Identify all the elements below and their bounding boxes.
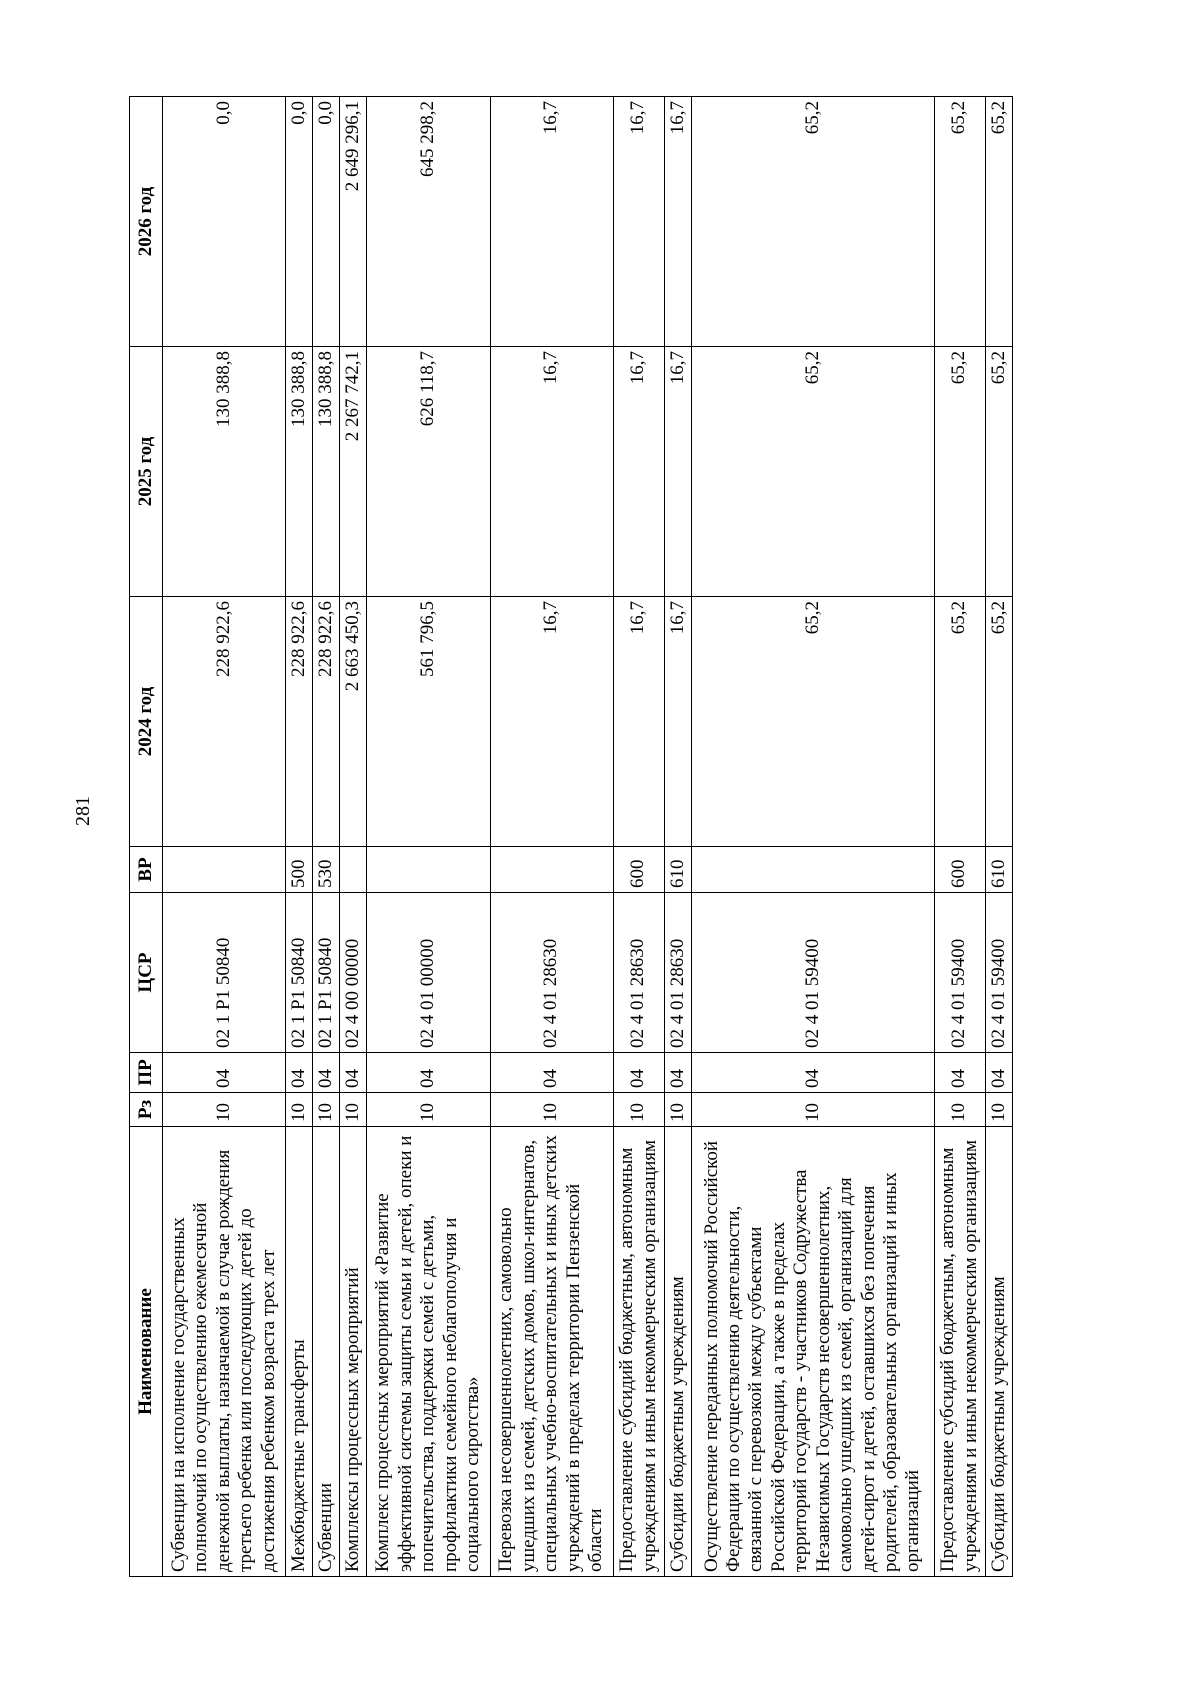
table-row [313, 97, 340, 1577]
table-row [664, 97, 691, 1577]
cell-vr: 600 [613, 847, 664, 893]
cell-pr: 04 [934, 1053, 985, 1093]
table-row [985, 97, 1012, 1577]
cell-name: Субвенции [313, 1127, 340, 1577]
header-csr: ЦСР [130, 893, 163, 1053]
table-row [340, 97, 367, 1577]
rotated-table-container [129, 97, 1013, 1577]
cell-2026: 2 649 296,1 [340, 97, 367, 347]
cell-name: Комплекс процессных мероприятий «Развитие эффективной системы защиты семьи и детей, опеки и попечительства, поддержки семей с детьми, профилактики семейного неблагополучия и социального сиротства» [367, 1127, 490, 1577]
header-vr: ВР [130, 847, 163, 893]
cell-vr: 500 [286, 847, 313, 893]
cell-2024: 228 922,6 [286, 597, 313, 847]
cell-rz: 10 [163, 1093, 286, 1127]
cell-name: Предоставление субсидий бюджетным, автономным учреждениям и иным некоммерческим организациям [613, 1127, 664, 1577]
cell-rz: 10 [934, 1093, 985, 1127]
cell-2026: 65,2 [691, 97, 934, 347]
cell-2024: 561 796,5 [367, 597, 490, 847]
cell-2025: 626 118,7 [367, 347, 490, 597]
cell-2024: 2 663 450,3 [340, 597, 367, 847]
cell-2025: 65,2 [985, 347, 1012, 597]
cell-name: Межбюджетные трансферты [286, 1127, 313, 1577]
header-name: Наименование [130, 1127, 163, 1577]
header-2025: 2025 год [130, 347, 163, 597]
table-row [613, 97, 664, 1577]
cell-2026: 0,0 [163, 97, 286, 347]
cell-pr: 04 [163, 1053, 286, 1093]
cell-2026: 65,2 [934, 97, 985, 347]
cell-2026: 65,2 [985, 97, 1012, 347]
cell-csr: 02 1 P1 50840 [286, 893, 313, 1053]
cell-csr: 02 4 01 59400 [934, 893, 985, 1053]
cell-csr: 02 4 00 00000 [340, 893, 367, 1053]
cell-vr [340, 847, 367, 893]
header-2026: 2026 год [130, 97, 163, 347]
cell-2025: 130 388,8 [313, 347, 340, 597]
cell-rz: 10 [367, 1093, 490, 1127]
cell-2026: 16,7 [490, 97, 613, 347]
cell-2025: 130 388,8 [286, 347, 313, 597]
cell-2025: 65,2 [934, 347, 985, 597]
cell-name: Перевозка несовершеннолетних, самовольно ушедших из семей, детских домов, школ-интернатов, специальных учебно-воспитательных и иных детских учреждений в пределах территории Пензенской области [490, 1127, 613, 1577]
cell-vr: 600 [934, 847, 985, 893]
cell-name: Комплексы процессных мероприятий [340, 1127, 367, 1577]
cell-2025: 16,7 [613, 347, 664, 597]
cell-pr: 04 [613, 1053, 664, 1093]
cell-2024: 228 922,6 [313, 597, 340, 847]
cell-name: Субсидии бюджетным учреждениям [985, 1127, 1012, 1577]
cell-rz: 10 [691, 1093, 934, 1127]
cell-2025: 130 388,8 [163, 347, 286, 597]
cell-rz: 10 [340, 1093, 367, 1127]
cell-rz: 10 [313, 1093, 340, 1127]
cell-rz: 10 [613, 1093, 664, 1127]
cell-2025: 16,7 [490, 347, 613, 597]
cell-2026: 645 298,2 [367, 97, 490, 347]
cell-vr [163, 847, 286, 893]
cell-pr: 04 [340, 1053, 367, 1093]
table-row [367, 97, 490, 1577]
cell-csr: 02 4 01 00000 [367, 893, 490, 1053]
cell-csr: 02 4 01 28630 [490, 893, 613, 1053]
cell-2026: 16,7 [664, 97, 691, 347]
cell-pr: 04 [664, 1053, 691, 1093]
header-rz: Рз [130, 1093, 163, 1127]
cell-2025: 65,2 [691, 347, 934, 597]
cell-2026: 16,7 [613, 97, 664, 347]
cell-rz: 10 [490, 1093, 613, 1127]
cell-pr: 04 [367, 1053, 490, 1093]
cell-2024: 16,7 [613, 597, 664, 847]
cell-vr [367, 847, 490, 893]
cell-vr: 610 [985, 847, 1012, 893]
table-row [691, 97, 934, 1577]
cell-pr: 04 [985, 1053, 1012, 1093]
header-pr: ПР [130, 1053, 163, 1093]
cell-name: Субвенции на исполнение государственных полномочий по осуществлению ежемесячной денежной выплаты, назначаемой в случае рождения третьего ребенка или последующих детей до достижения ребенком возраста трех лет [163, 1127, 286, 1577]
table-row [934, 97, 985, 1577]
cell-rz: 10 [664, 1093, 691, 1127]
table-row [490, 97, 613, 1577]
header-2024: 2024 год [130, 597, 163, 847]
cell-vr: 610 [664, 847, 691, 893]
cell-vr: 530 [313, 847, 340, 893]
cell-2024: 16,7 [664, 597, 691, 847]
cell-pr: 04 [691, 1053, 934, 1093]
cell-name: Предоставление субсидий бюджетным, автономным учреждениям и иным некоммерческим организациям [934, 1127, 985, 1577]
cell-2025: 16,7 [664, 347, 691, 597]
table-row [163, 97, 286, 1577]
page-number: 281 [72, 796, 94, 826]
cell-csr: 02 4 01 59400 [691, 893, 934, 1053]
cell-vr [490, 847, 613, 893]
cell-csr: 02 1 P1 50840 [163, 893, 286, 1053]
table-header-row [130, 97, 163, 1577]
cell-rz: 10 [286, 1093, 313, 1127]
cell-pr: 04 [490, 1053, 613, 1093]
cell-name: Субсидии бюджетным учреждениям [664, 1127, 691, 1577]
cell-2024: 228 922,6 [163, 597, 286, 847]
cell-vr [691, 847, 934, 893]
cell-pr: 04 [286, 1053, 313, 1093]
cell-2024: 65,2 [691, 597, 934, 847]
cell-2024: 65,2 [934, 597, 985, 847]
cell-2026: 0,0 [286, 97, 313, 347]
cell-rz: 10 [985, 1093, 1012, 1127]
cell-2024: 65,2 [985, 597, 1012, 847]
cell-csr: 02 4 01 28630 [664, 893, 691, 1053]
cell-csr: 02 4 01 28630 [613, 893, 664, 1053]
cell-name: Осуществление переданных полномочий Российской Федерации по осуществлению деятельности, связанной с перевозкой между субъектами Российской Федерации, а также в пределах территорий государств - участников Содружества Независимых Государств несовершеннолетних, самовольно ушедших из семей, организаций для детей-сирот и детей, оставшихся без попечения родителей, образовательных организаций и иных организаций [691, 1127, 934, 1577]
cell-csr: 02 1 P1 50840 [313, 893, 340, 1053]
cell-2024: 16,7 [490, 597, 613, 847]
cell-pr: 04 [313, 1053, 340, 1093]
budget-table [129, 96, 1013, 1577]
cell-2026: 0,0 [313, 97, 340, 347]
cell-2025: 2 267 742,1 [340, 347, 367, 597]
cell-csr: 02 4 01 59400 [985, 893, 1012, 1053]
table-row [286, 97, 313, 1577]
